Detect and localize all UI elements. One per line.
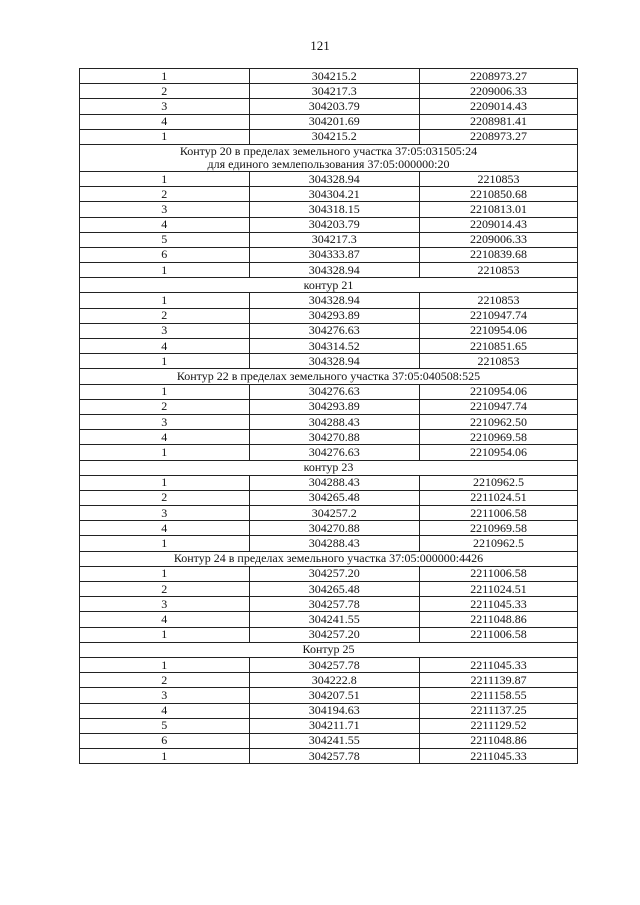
x-coordinate-cell: 304222.8 [249, 673, 420, 688]
point-number-cell: 4 [80, 430, 250, 445]
y-coordinate-cell: 2210850.68 [420, 187, 578, 202]
x-coordinate-cell: 304333.87 [249, 247, 420, 262]
y-coordinate-cell: 2208973.27 [420, 129, 578, 144]
y-coordinate-cell: 2210853 [420, 171, 578, 186]
table-row [80, 430, 578, 445]
table-row [80, 202, 578, 217]
x-coordinate-cell: 304207.51 [249, 688, 420, 703]
y-coordinate-cell: 2210947.74 [420, 399, 578, 414]
y-coordinate-cell: 2209014.43 [420, 99, 578, 114]
contour-heading-line: Контур 20 в пределах земельного участка 37:05:031505:24 [179, 143, 478, 158]
contour-heading-line: для единого землепользования 37:05:000000:20 [207, 156, 450, 171]
x-coordinate-cell: 304288.43 [249, 536, 420, 551]
point-number-cell: 4 [80, 339, 250, 354]
x-coordinate-cell: 304276.63 [249, 445, 420, 460]
table-row [80, 129, 578, 144]
table-row [80, 247, 578, 262]
x-coordinate-cell: 304270.88 [249, 521, 420, 536]
y-coordinate-cell: 2210969.58 [420, 430, 578, 445]
table-row [80, 399, 578, 414]
point-number-cell: 2 [80, 490, 250, 505]
point-number-cell: 6 [80, 733, 250, 748]
y-coordinate-cell: 2210853 [420, 293, 578, 308]
y-coordinate-cell: 2211006.58 [420, 566, 578, 581]
point-number-cell: 2 [80, 673, 250, 688]
point-number-cell: 1 [80, 536, 250, 551]
contour-heading-row [80, 642, 578, 657]
contour-heading [80, 642, 578, 657]
point-number-cell: 4 [80, 703, 250, 718]
table-row [80, 384, 578, 399]
contour-heading [80, 278, 578, 293]
table-row [80, 354, 578, 369]
y-coordinate-cell: 2211006.58 [420, 627, 578, 642]
contour-heading [80, 460, 578, 475]
y-coordinate-cell: 2210851.65 [420, 339, 578, 354]
y-coordinate-cell: 2209006.33 [420, 232, 578, 247]
point-number-cell: 1 [80, 293, 250, 308]
contour-heading-row [80, 369, 578, 384]
x-coordinate-cell: 304288.43 [249, 414, 420, 429]
point-number-cell: 4 [80, 114, 250, 129]
x-coordinate-cell: 304257.20 [249, 566, 420, 581]
table-row [80, 187, 578, 202]
y-coordinate-cell: 2211048.86 [420, 612, 578, 627]
table-row [80, 582, 578, 597]
y-coordinate-cell: 2209006.33 [420, 84, 578, 99]
point-number-cell: 3 [80, 202, 250, 217]
table-row [80, 339, 578, 354]
x-coordinate-cell: 304257.78 [249, 597, 420, 612]
point-number-cell: 2 [80, 399, 250, 414]
table-row [80, 536, 578, 551]
contour-heading-line: Контур 25 [302, 642, 355, 657]
table-row [80, 657, 578, 672]
x-coordinate-cell: 304194.63 [249, 703, 420, 718]
x-coordinate-cell: 304328.94 [249, 171, 420, 186]
point-number-cell: 2 [80, 308, 250, 323]
table-row [80, 308, 578, 323]
y-coordinate-cell: 2211045.33 [420, 657, 578, 672]
point-number-cell: 1 [80, 749, 250, 764]
x-coordinate-cell: 304328.94 [249, 354, 420, 369]
table-row [80, 673, 578, 688]
x-coordinate-cell: 304211.71 [249, 718, 420, 733]
x-coordinate-cell: 304270.88 [249, 430, 420, 445]
y-coordinate-cell: 2211137.25 [420, 703, 578, 718]
x-coordinate-cell: 304328.94 [249, 293, 420, 308]
point-number-cell: 1 [80, 657, 250, 672]
y-coordinate-cell: 2210954.06 [420, 384, 578, 399]
y-coordinate-cell: 2211045.33 [420, 597, 578, 612]
y-coordinate-cell: 2210853 [420, 354, 578, 369]
table-row [80, 612, 578, 627]
y-coordinate-cell: 2210954.06 [420, 323, 578, 338]
x-coordinate-cell: 304304.21 [249, 187, 420, 202]
point-number-cell: 1 [80, 263, 250, 278]
contour-heading-row [80, 460, 578, 475]
x-coordinate-cell: 304293.89 [249, 308, 420, 323]
y-coordinate-cell: 2210954.06 [420, 445, 578, 460]
y-coordinate-cell: 2211158.55 [420, 688, 578, 703]
table-row [80, 114, 578, 129]
x-coordinate-cell: 304288.43 [249, 475, 420, 490]
point-number-cell: 3 [80, 597, 250, 612]
x-coordinate-cell: 304314.52 [249, 339, 420, 354]
contour-heading-line: Контур 22 в пределах земельного участка 37:05:040508:525 [176, 368, 481, 383]
contour-heading-line: контур 23 [303, 460, 354, 475]
page-number: 121 [310, 38, 330, 53]
table-row [80, 627, 578, 642]
y-coordinate-cell: 2208981.41 [420, 114, 578, 129]
table-row [80, 99, 578, 114]
y-coordinate-cell: 2210853 [420, 263, 578, 278]
table-row [80, 703, 578, 718]
x-coordinate-cell: 304293.89 [249, 399, 420, 414]
y-coordinate-cell: 2210947.74 [420, 308, 578, 323]
table-row [80, 688, 578, 703]
table-row [80, 171, 578, 186]
contour-heading-row [80, 278, 578, 293]
x-coordinate-cell: 304257.20 [249, 627, 420, 642]
point-number-cell: 3 [80, 323, 250, 338]
point-number-cell: 6 [80, 247, 250, 262]
point-number-cell: 3 [80, 688, 250, 703]
point-number-cell: 2 [80, 582, 250, 597]
table-row [80, 749, 578, 764]
x-coordinate-cell: 304257.2 [249, 506, 420, 521]
point-number-cell: 4 [80, 612, 250, 627]
point-number-cell: 1 [80, 445, 250, 460]
coordinates-table [79, 68, 578, 764]
y-coordinate-cell: 2210962.5 [420, 536, 578, 551]
y-coordinate-cell: 2210839.68 [420, 247, 578, 262]
point-number-cell: 3 [80, 506, 250, 521]
table-row [80, 566, 578, 581]
table-row [80, 445, 578, 460]
point-number-cell: 5 [80, 232, 250, 247]
table-row [80, 293, 578, 308]
point-number-cell: 1 [80, 171, 250, 186]
point-number-cell: 4 [80, 521, 250, 536]
table-row [80, 475, 578, 490]
table-row [80, 733, 578, 748]
x-coordinate-cell: 304201.69 [249, 114, 420, 129]
y-coordinate-cell: 2210962.50 [420, 414, 578, 429]
point-number-cell: 2 [80, 187, 250, 202]
x-coordinate-cell: 304257.78 [249, 657, 420, 672]
point-number-cell: 1 [80, 69, 250, 84]
x-coordinate-cell: 304215.2 [249, 129, 420, 144]
point-number-cell: 3 [80, 414, 250, 429]
point-number-cell: 1 [80, 129, 250, 144]
table-row [80, 84, 578, 99]
point-number-cell: 5 [80, 718, 250, 733]
y-coordinate-cell: 2211048.86 [420, 733, 578, 748]
y-coordinate-cell: 2211139.87 [420, 673, 578, 688]
table-row [80, 490, 578, 505]
table-row [80, 217, 578, 232]
contour-heading-line: Контур 24 в пределах земельного участка 37:05:000000:4426 [173, 551, 484, 566]
table-row [80, 69, 578, 84]
y-coordinate-cell: 2211024.51 [420, 582, 578, 597]
y-coordinate-cell: 2210962.5 [420, 475, 578, 490]
x-coordinate-cell: 304203.79 [249, 99, 420, 114]
x-coordinate-cell: 304276.63 [249, 384, 420, 399]
table-row [80, 506, 578, 521]
y-coordinate-cell: 2211129.52 [420, 718, 578, 733]
x-coordinate-cell: 304328.94 [249, 263, 420, 278]
y-coordinate-cell: 2210969.58 [420, 521, 578, 536]
y-coordinate-cell: 2208973.27 [420, 69, 578, 84]
table-row [80, 414, 578, 429]
point-number-cell: 2 [80, 84, 250, 99]
point-number-cell: 1 [80, 627, 250, 642]
x-coordinate-cell: 304257.78 [249, 749, 420, 764]
contour-heading-row [80, 144, 578, 171]
x-coordinate-cell: 304215.2 [249, 69, 420, 84]
point-number-cell: 1 [80, 354, 250, 369]
contour-heading [80, 369, 578, 384]
table-row [80, 597, 578, 612]
table-row [80, 521, 578, 536]
point-number-cell: 1 [80, 566, 250, 581]
x-coordinate-cell: 304217.3 [249, 84, 420, 99]
y-coordinate-cell: 2209014.43 [420, 217, 578, 232]
contour-heading [80, 551, 578, 566]
x-coordinate-cell: 304265.48 [249, 582, 420, 597]
table-row [80, 232, 578, 247]
point-number-cell: 4 [80, 217, 250, 232]
point-number-cell: 1 [80, 475, 250, 490]
y-coordinate-cell: 2210813.01 [420, 202, 578, 217]
coordinates-table-body [80, 69, 578, 764]
x-coordinate-cell: 304265.48 [249, 490, 420, 505]
x-coordinate-cell: 304241.55 [249, 733, 420, 748]
table-row [80, 718, 578, 733]
y-coordinate-cell: 2211024.51 [420, 490, 578, 505]
x-coordinate-cell: 304241.55 [249, 612, 420, 627]
y-coordinate-cell: 2211045.33 [420, 749, 578, 764]
x-coordinate-cell: 304217.3 [249, 232, 420, 247]
contour-heading-line: контур 21 [303, 277, 354, 292]
contour-heading [80, 144, 578, 171]
point-number-cell: 3 [80, 99, 250, 114]
x-coordinate-cell: 304203.79 [249, 217, 420, 232]
contour-heading-row [80, 551, 578, 566]
point-number-cell: 1 [80, 384, 250, 399]
x-coordinate-cell: 304276.63 [249, 323, 420, 338]
table-row [80, 323, 578, 338]
y-coordinate-cell: 2211006.58 [420, 506, 578, 521]
table-row [80, 263, 578, 278]
x-coordinate-cell: 304318.15 [249, 202, 420, 217]
